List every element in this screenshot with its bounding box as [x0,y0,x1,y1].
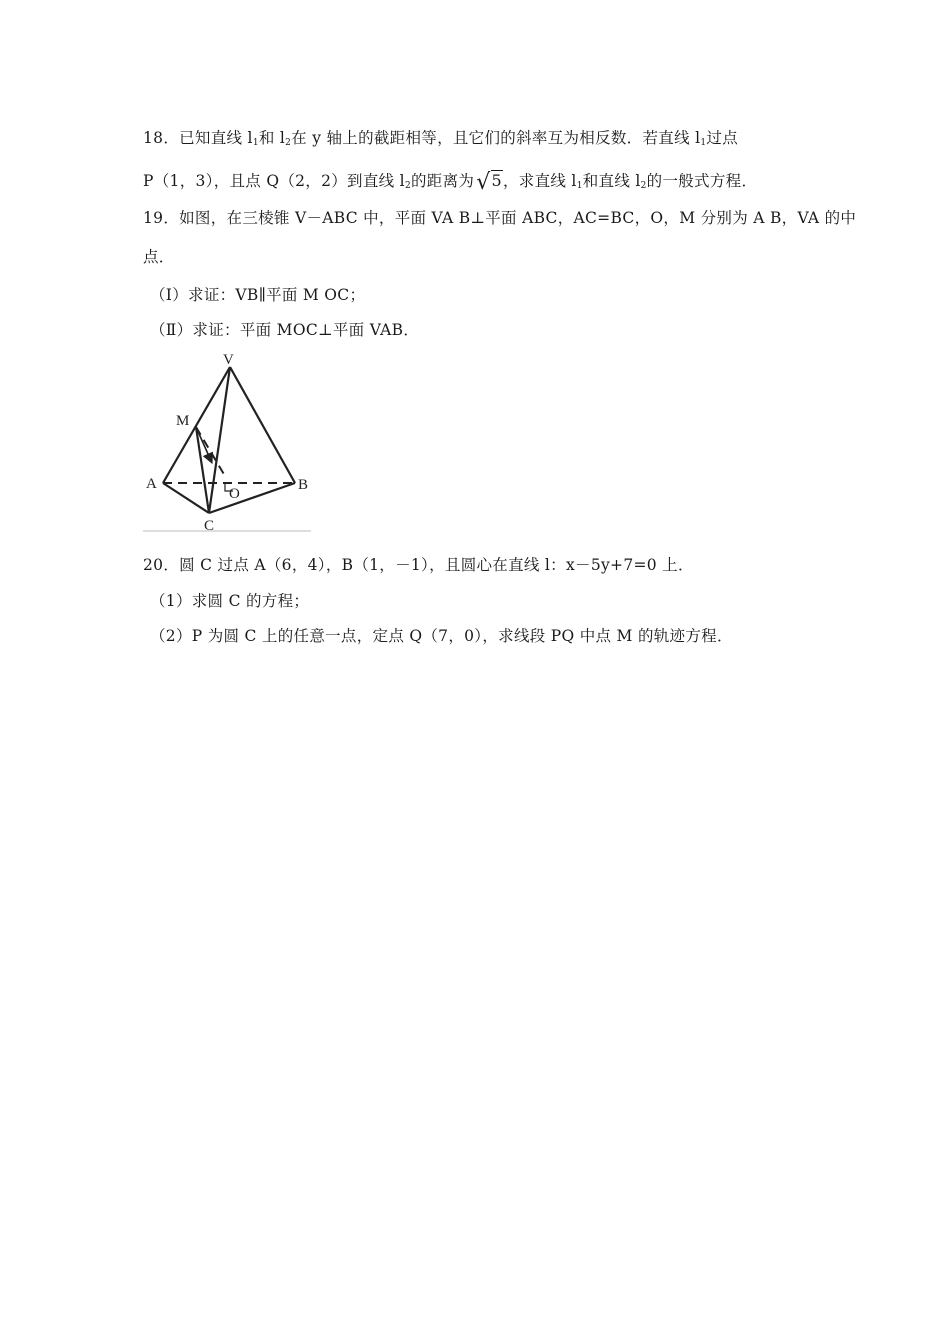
q18-line1-d: 过点 [706,129,739,147]
label-O: O [229,486,240,502]
edge-VB [230,367,295,483]
edge-AC [163,483,209,513]
q20-line1: 20．圆 C 过点 A（6，4），B（1，－1），且圆心在直线 l：x－5y+7=0 上． [143,556,694,574]
q18-line2-b: 的距离为 [410,172,475,190]
tetrahedron-figure [143,350,315,534]
q18-line2 [143,169,758,195]
q18-line2-d: 和直线 l [582,172,641,190]
q18-line2-sub1: 2 [404,181,411,191]
q18-line2-e: 的一般式方程． [646,172,758,190]
q20-part2: （2）P 为圆 C 上的任意一点，定点 Q（7，0），求线段 PQ 中点 M 的轨迹方程． [150,627,733,645]
q18-line1-sub1: 1 [252,138,259,148]
label-V: V [223,352,234,368]
q18-line1-sub3: 1 [700,138,707,148]
label-M: M [176,413,190,429]
q19-line1: 19．如图，在三棱锥 V－ABC 中，平面 VA B⊥平面 ABC，AC=BC，O，M 分别为 A B，VA 的中 [143,209,857,227]
label-B: B [298,477,309,493]
q18-line1-c: 在 y 轴上的截距相等，且它们的斜率互为相反数．若直线 l [291,129,701,147]
q20-part1: （1）求圆 C 的方程； [150,592,310,610]
label-C: C [204,518,215,534]
q18-line2-sub2: 1 [576,181,583,191]
sqrt-sign: √ [476,170,491,195]
q18-line1-b: 和 l [258,129,286,147]
q18-line1-a: 18．已知直线 l [143,129,253,147]
q19-part1: （Ⅰ）求证：VB∥平面 M OC； [150,286,366,304]
q19-part2: （Ⅱ）求证：平面 MOC⊥平面 VAB． [150,321,420,339]
sqrt-argument: 5 [491,171,502,190]
q18-line2-sub3: 2 [640,181,647,191]
label-A: A [146,476,157,492]
q18-line1 [143,126,738,148]
q18-line2-c: ，求直线 l [503,172,577,190]
sqrt-expression [474,170,503,195]
q18-line1-sub2: 2 [285,138,292,148]
q18-line2-a: P（1，3），且点 Q（2，2）到直线 l [143,172,405,190]
q19-line2: 点． [143,248,175,266]
edge-BC [209,483,295,513]
